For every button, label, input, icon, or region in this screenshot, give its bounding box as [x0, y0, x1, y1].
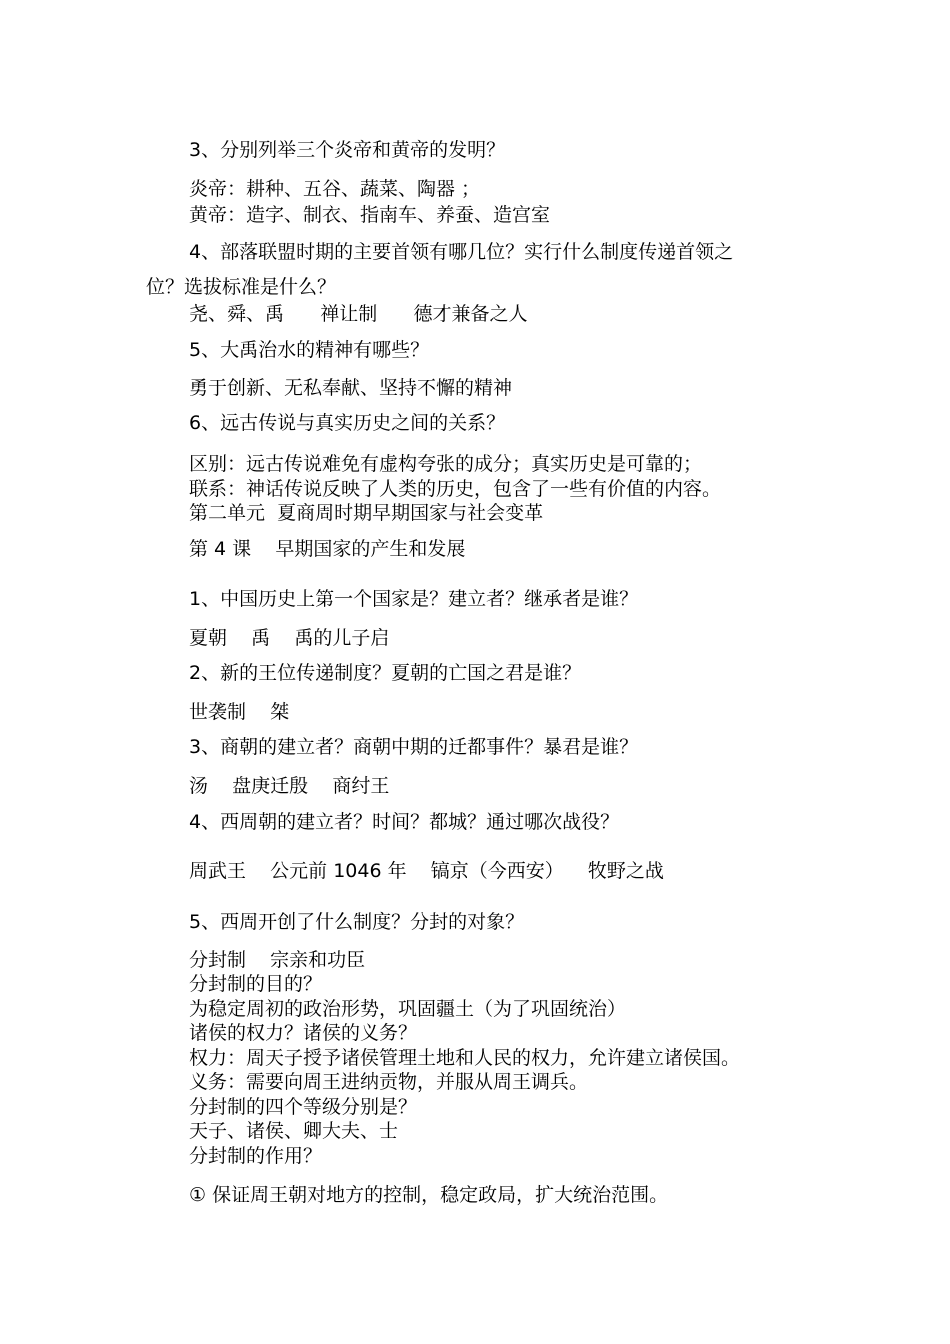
vassal-duties-answer: 义务：需要向周王进纳贡物，并服从周王调兵。 [189, 1071, 589, 1093]
lesson-a4: 周武王 公元前 1046 年 镐京（今西安） 牧野之战 [189, 860, 664, 882]
fenfeng-purpose-answer: 为稳定周初的政治形势，巩固疆土（为了巩固统治） [189, 998, 627, 1020]
fenfeng-purpose-question: 分封制的目的？ [189, 973, 323, 995]
lesson-a3: 汤 盘庚迁殷 商纣王 [189, 775, 390, 797]
answer-6-difference: 区别：远古传说难免有虚构夸张的成分；真实历史是可靠的； [189, 453, 703, 475]
question-3-heading: 3、分别列举三个炎帝和黄帝的发明？ [189, 139, 506, 161]
question-4-heading: 4、部落联盟时期的主要首领有哪几位？实行什么制度传递首领之 [189, 241, 734, 263]
fenfeng-ranks-question: 分封制的四个等级分别是？ [189, 1096, 418, 1118]
answer-4: 尧、舜、禹 禅让制 德才兼备之人 [189, 303, 528, 325]
question-4-continued: 位？选拔标准是什么？ [146, 276, 337, 298]
fenfeng-ranks-answer: 天子、诸侯、卿大夫、士 [189, 1120, 399, 1142]
unit-2-title: 第二单元 夏商周时期早期国家与社会变革 [189, 502, 544, 524]
lesson-4-title: 第 4 课 早期国家的产生和发展 [189, 538, 466, 560]
lesson-a5: 分封制 宗亲和功臣 [189, 949, 366, 971]
answer-6-connection: 联系：神话传说反映了人类的历史，包含了一些有价值的内容。 [189, 478, 722, 500]
fenfeng-effect-item-1: ① 保证周王朝对地方的控制，稳定政局，扩大统治范围。 [189, 1184, 669, 1206]
vassal-rights-answer: 权力：周天子授予诸侯管理土地和人民的权力，允许建立诸侯国。 [189, 1047, 741, 1069]
lesson-q4: 4、西周朝的建立者？时间？都城？通过哪次战役？ [189, 811, 620, 833]
fenfeng-effect-question: 分封制的作用？ [189, 1145, 323, 1167]
lesson-q3: 3、商朝的建立者？商朝中期的迁都事件？暴君是谁？ [189, 736, 639, 758]
lesson-a1: 夏朝 禹 禹的儿子启 [189, 627, 390, 649]
question-5-heading: 5、大禹治水的精神有哪些？ [189, 339, 430, 361]
lesson-q2: 2、新的王位传递制度？夏朝的亡国之君是谁？ [189, 662, 582, 684]
answer-yandi: 炎帝：耕种、五谷、蔬菜、陶器 ； [189, 178, 481, 200]
lesson-a2: 世袭制 桀 [189, 701, 290, 723]
question-6-heading: 6、远古传说与真实历史之间的关系？ [189, 412, 506, 434]
lesson-q1: 1、中国历史上第一个国家是？建立者？继承者是谁？ [189, 588, 639, 610]
answer-5: 勇于创新、无私奉献、坚持不懈的精神 [189, 377, 513, 399]
vassal-rights-question: 诸侯的权力？诸侯的义务？ [189, 1022, 418, 1044]
answer-huangdi: 黄帝：造字、制衣、指南车、养蚕、造宫室 [189, 204, 551, 226]
lesson-q5: 5、西周开创了什么制度？分封的对象？ [189, 911, 525, 933]
